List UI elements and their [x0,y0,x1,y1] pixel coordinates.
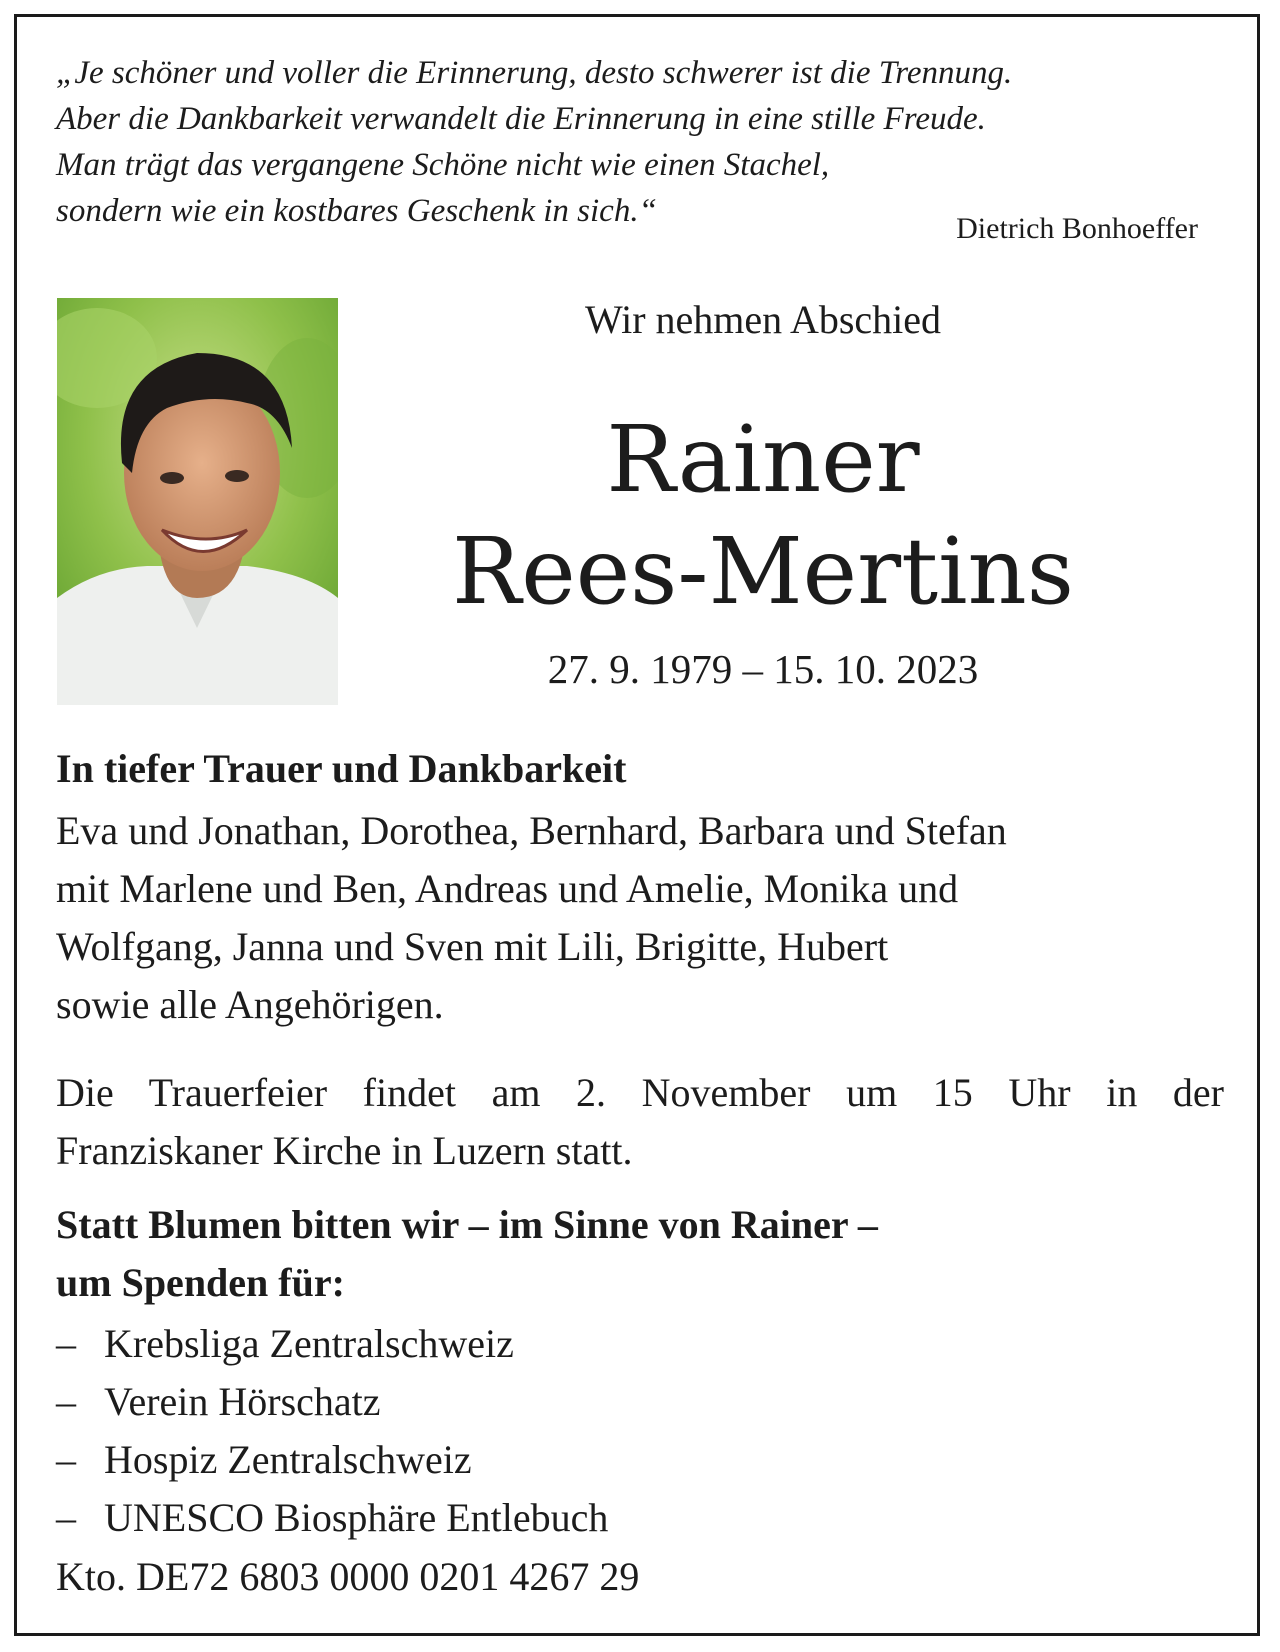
donation-list [56,1315,608,1547]
portrait-photo [57,298,338,705]
ceremony-info [56,1064,1224,1180]
donation-request-line: Statt Blumen bitten wir – im Sinne von Rainer – [56,1202,878,1247]
life-dates: 27. 9. 1979 – 15. 10. 2023 [547,646,979,692]
dash-bullet: – [56,1321,76,1366]
ceremony-line: Franziskaner Kirche in Luzern statt. [56,1128,633,1173]
quote-line: sondern wie ein kostbares Geschenk in sich.“ [56,193,657,229]
donation-item-label: UNESCO Biosphäre Entlebuch [104,1495,609,1540]
quote-line: Man trägt das vergangene Schöne nicht wie einen Stachel, [56,147,830,183]
donation-item [56,1373,608,1431]
donation-item [56,1315,608,1373]
notice-intro: Wir nehmen Abschied [584,297,942,342]
donation-item [56,1431,608,1489]
dash-bullet: – [56,1379,76,1424]
donation-item-label: Hospiz Zentralschweiz [104,1437,472,1482]
donation-item-label: Krebsliga Zentralschweiz [104,1321,514,1366]
bank-account: Kto. DE72 6803 0000 0201 4267 29 [56,1554,640,1599]
mourners-line: mit Marlene und Ben, Andreas und Amelie, Monika und [56,866,959,911]
donation-request-line: um Spenden für: [56,1260,345,1305]
ceremony-line: Die Trauerfeier findet am 2. November um 15 Uhr in der [56,1070,1224,1115]
mourners-heading: In tiefer Trauer und Dankbarkeit [56,746,627,791]
quote-line: Aber die Dankbarkeit verwandelt die Erinnerung in eine stille Freude. [56,101,986,137]
donation-item-label: Verein Hörschatz [104,1379,381,1424]
quote-author: Dietrich Bonhoeffer [956,212,1198,245]
deceased-first-name: Rainer [606,406,920,513]
donation-request [56,1196,1226,1312]
mourners-line: sowie alle Angehörigen. [56,982,444,1027]
mourners-line: Eva und Jonathan, Dorothea, Bernhard, Barbara und Stefan [56,808,1007,853]
mourners-line: Wolfgang, Janna und Sven mit Lili, Brigitte, Hubert [56,924,889,969]
mourners-list [56,802,1226,1034]
quote [56,50,1176,234]
dash-bullet: – [56,1437,76,1482]
dash-bullet: – [56,1495,76,1540]
quote-line: „Je schöner und voller die Erinnerung, desto schwerer ist die Trennung. [56,55,1013,91]
deceased-last-name: Rees-Mertins [452,518,1074,625]
donation-item [56,1489,608,1547]
